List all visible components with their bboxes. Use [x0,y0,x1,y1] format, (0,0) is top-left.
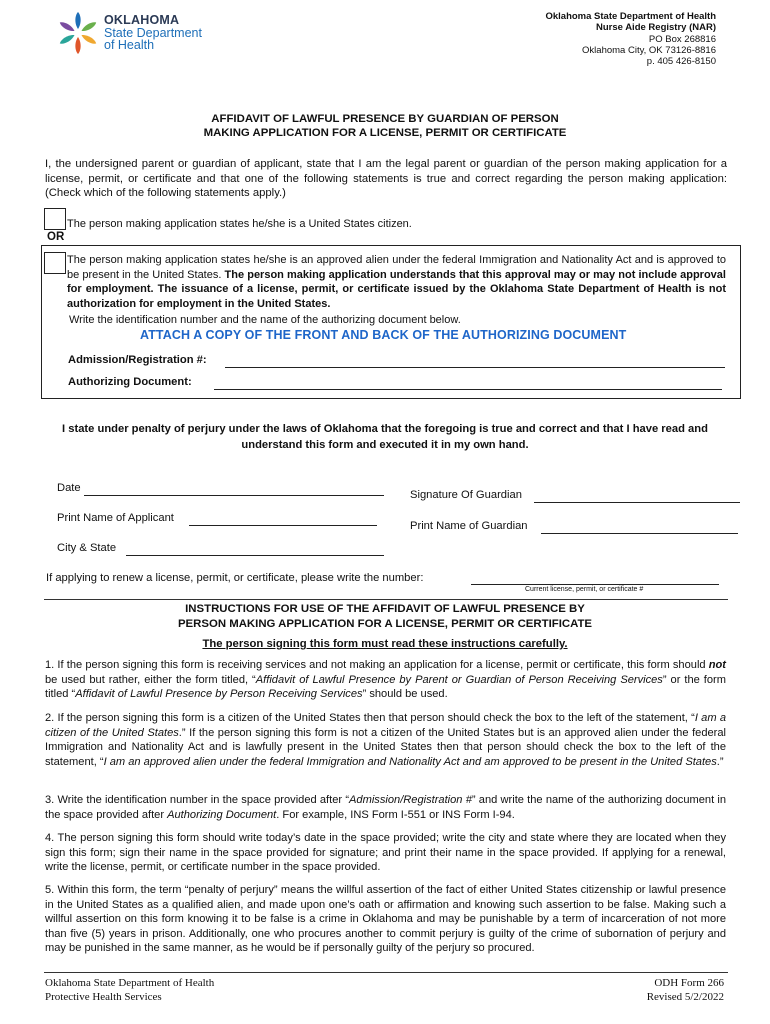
logo-wordmark [104,14,202,52]
footer-divider [44,972,728,973]
item1-part-d: ” should be used. [362,688,448,700]
item2-part-b: .” If the person signing this form is not a citizen of the United States but is an approved alien under the federal Immigration and Nationality Act and is lawfully present in the United States then that person should check the box to the left of the statement, “ [45,726,726,768]
footer-form-number: ODH Form 266 [654,977,724,989]
agency-registry: Nurse Aide Registry (NAR) [595,22,716,34]
renew-label: If applying to renew a license, permit, or certificate, please write the number: [46,572,424,584]
admission-input[interactable] [225,367,725,368]
item3-part-b: ” and write the name of the authorizing document in the space provided after [45,794,727,821]
form-title-line-1: AFFIDAVIT OF LAWFUL PRESENCE BY GUARDIAN OF PERSON [211,113,559,125]
instruction-item-1 [45,658,726,702]
citizen-checkbox[interactable] [44,208,66,230]
footer-right [647,976,724,1004]
item2-quote-1: I am a citizen of the United States [45,712,726,739]
item1-part-b: be used but rather, either the form titled, “ [45,673,256,686]
instructions-title [0,602,770,631]
instructions-title-line-2: PERSON MAKING APPLICATION FOR A LICENSE, PERMIT OR CERTIFICATE [177,617,593,630]
footer-revision: Revised 5/2/2022 [646,991,724,1003]
item2-quote-2: I am an approved alien under the federal Immigration and Nationality Act and am approved to be present in the United States [103,755,717,768]
instructions-divider [44,599,728,600]
form-title [0,112,770,140]
item3-part-a: 3. Write the identification number in the space provided after “ [45,794,350,806]
statement2-text [67,253,726,311]
item2-part-a: 2. If the person signing this form is a citizen of the United States then that person should check the box to the left of the statement, “ [45,712,695,724]
agency-address [545,11,716,67]
item3-quote-2: Authorizing Document [167,808,277,821]
print-applicant-input[interactable] [189,525,377,526]
logo-line-3: of Health [104,38,155,52]
or-label: OR [47,231,65,243]
authorizing-label: Authorizing Document: [68,376,192,388]
signature-guardian-label: Signature Of Guardian [410,489,522,501]
item2-part-c: .” [716,755,724,768]
perjury-statement: I state under penalty of perjury under the laws of Oklahoma that the foregoing is true and correct and that I have read and understand this form and executed it in my own hand. [62,423,708,451]
signature-guardian-input[interactable] [534,502,740,503]
statement2-bold: The person making application understands that this approval may or may not include approval for employment. The issuance of a license, permit, or certificate issued by the Oklahoma State Department of Health is not authorization for employment in the United States. [67,268,726,310]
approved-alien-checkbox[interactable] [44,252,66,274]
agency-name: Oklahoma State Department of Health [545,11,716,22]
footer-left [45,976,214,1004]
authorizing-input[interactable] [214,389,722,390]
attach-notice: ATTACH A COPY OF THE FRONT AND BACK OF THE AUTHORIZING DOCUMENT [140,328,627,342]
date-input[interactable] [84,495,384,496]
statement2-write-instruction: Write the identification number and the name of the authorizing document below. [69,314,461,326]
city-state-input[interactable] [126,555,384,556]
instruction-item-2 [45,711,726,769]
intro-paragraph: I, the undersigned parent or guardian of applicant, state that I am the legal parent or guardian of the person making application for a license, permit, or certificate and that one of the following statements is true and correct regarding the person making application: (Check which of the following statements apply.) [45,158,727,199]
print-guardian-label: Print Name of Guardian [410,520,528,532]
statement1-text: The person making application states he/she is a United States citizen. [67,218,412,230]
agency-phone: p. 405 426-8150 [646,56,716,68]
item1-not: not [708,659,726,671]
item1-part-a: 1. If the person signing this form is receiving services and not making an application for a license, permit or certificate, this form should [45,659,709,671]
form-title-line-2: MAKING APPLICATION FOR A LICENSE, PERMIT OR CERTIFICATE [203,127,567,139]
item3-quote-1: Admission/Registration # [349,794,472,806]
print-applicant-label: Print Name of Applicant [57,512,174,524]
item1-form1: Affidavit of Lawful Presence by Parent or Guardian of Person Receiving Services [255,673,663,686]
instruction-item-4: 4. The person signing this form should write today’s date in the space provided; write the city and state where they are located when they sign this form; sign their name in the space provided for signature; and print their name in the space provided. If applying for a renewal, write the license, permit, or certificate number in the space provided. [45,832,726,873]
renew-caption: Current license, permit, or certificate # [525,586,644,593]
osdh-logo-mark-icon [55,10,101,56]
agency-city: Oklahoma City, OK 73126-8816 [582,44,716,56]
city-state-label: City & State [57,542,117,554]
statement2-plain: The person making application states he/she is an approved alien under the federal Immigration and Nationality Act and is approved to be present in the United States. [67,254,726,281]
admission-label: Admission/Registration #: [68,354,207,366]
footer-division: Protective Health Services [45,991,162,1003]
agency-po-box: PO Box 268816 [648,33,716,45]
instruction-item-5: 5. Within this form, the term “penalty of perjury” means the willful assertion of the fact of either United States citizenship or lawful presence in the United States as a qualified alien, and made upon one’s oath or affirmation and knowing such assertion to be false. Making such a willful assertion on this form knowing it to be false is a crime in Oklahoma and may be punishable by a term of incarceration of not more than five (5) years in prison. Additionally, one who procures another to commit perjury is guilty of the crime of subornation of perjury and may be punished in the same manner, as he would be if personally guilty of the perjury so procured. [45,884,726,954]
print-guardian-input[interactable] [541,533,738,534]
item1-form2: Affidavit of Lawful Presence by Person Receiving Services [75,688,363,700]
instructions-subtitle: The person signing this form must read these instructions carefully. [202,638,568,650]
logo-line-2: State Department [104,25,202,40]
item1-part-c: ” or the form titled “ [45,673,726,700]
instructions-title-line-1: INSTRUCTIONS FOR USE OF THE AFFIDAVIT OF LAWFUL PRESENCE BY [185,603,585,615]
renew-input[interactable] [471,584,719,585]
date-label: Date [57,482,81,494]
logo-line-1: OKLAHOMA [104,13,180,27]
footer-agency: Oklahoma State Department of Health [45,977,215,989]
item3-part-c: . For example, INS Form I-551 or INS Form I-94. [276,808,515,821]
instruction-item-3 [45,793,726,822]
